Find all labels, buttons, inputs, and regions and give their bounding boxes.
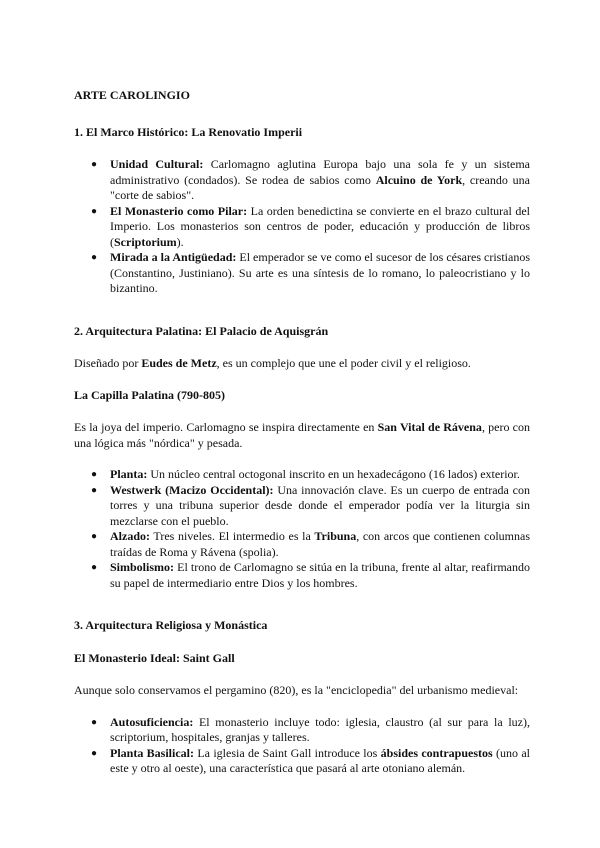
section-2-paragraph-2 (74, 420, 530, 451)
item-text: , creando una "corte de sabios". (110, 172, 530, 202)
para-text: Es la joya del imperio. Carlomagno se inspira directamente en (74, 420, 378, 434)
section-2-list (74, 467, 530, 591)
bullet-icon: ● (91, 205, 98, 217)
item-term: Mirada a la Antigüedad: (110, 250, 237, 264)
item-text: El emperador se ve como el sucesor de los césares cristianos (Constantino, Justiniano). Su arte es una síntesis de lo romano, lo paleocristiano y lo bizantino. (110, 250, 530, 295)
item-term: Simbolismo: (110, 560, 175, 574)
section-1-heading: 1. El Marco Histórico: La Renovatio Imperii (74, 124, 303, 139)
para-text: , pero con una lógica más "nórdica" y pesada. (74, 420, 530, 450)
item-text: El monasterio incluye todo: iglesia, claustro (al sur para la luz), scriptorium, hospitales, granjas y talleres. (110, 714, 530, 744)
para-bold: Eudes de Metz (141, 356, 217, 370)
list-item (91, 157, 530, 204)
item-text: (uno al este y otro al oeste), una característica que pasará al arte otoniano alemán. (110, 745, 530, 775)
bullet-icon: ● (91, 747, 98, 759)
item-text: Una innovación clave. Es un cuerpo de entrada con torres y una tribuna superior desde donde el emperador podía ver la liturgia sin mezclarse con el pueblo. (110, 482, 531, 528)
bullet-icon: ● (91, 484, 98, 496)
para-bold: San Vital de Rávena (377, 420, 482, 434)
section-2-heading: 2. Arquitectura Palatina: El Palacio de Aquisgrán (74, 323, 329, 338)
list-item (91, 714, 530, 746)
item-text: , con arcos que contienen columnas traídas de Roma y Rávena (spolia). (110, 529, 530, 559)
bullet-icon: ● (91, 159, 98, 170)
para-text: , es un complejo que une el poder civil y el religioso. (216, 356, 471, 370)
list-item (91, 560, 530, 591)
item-term: Westwerk (Macizo Occidental): (110, 482, 274, 497)
section-3-list (74, 715, 530, 777)
item-bold: Tribuna (314, 529, 357, 543)
item-text: La iglesia de Saint Gall introduce los (194, 745, 381, 760)
item-term: Planta Basilical: (110, 745, 195, 760)
list-item (91, 203, 530, 251)
item-bold: ábsides contrapuestos (380, 745, 493, 760)
section-1-list (74, 157, 530, 297)
item-text: Carlomagno aglutina Europa bajo una sola fe y un sistema administrativo (condados). Se rodea de sabios como (110, 157, 530, 187)
section-3-subheading: El Monasterio Ideal: Saint Gall (74, 650, 235, 665)
item-bold: Scriptorium (114, 234, 177, 249)
item-text: Un núcleo central octogonal inscrito en un hexadecágono (16 lados) exterior. (147, 467, 520, 481)
item-bold: Alcuino de York (375, 172, 463, 187)
bullet-icon: ● (91, 531, 98, 542)
document-body (74, 88, 530, 777)
bullet-icon: ● (91, 469, 98, 480)
item-term: Unidad Cultural: (110, 157, 204, 171)
item-text: ). (176, 234, 184, 249)
list-item (91, 529, 530, 560)
section-3-paragraph: Aunque solo conservamos el pergamino (820), es la "enciclopedia" del urbanismo medieval: (74, 683, 519, 697)
bullet-icon: ● (91, 252, 98, 263)
list-item (91, 250, 530, 297)
list-item (91, 467, 530, 483)
bullet-icon: ● (91, 716, 98, 728)
list-item (91, 482, 531, 530)
item-text: La orden benedictina se convierte en el brazo cultural del Imperio. Los monasterios son centros de poder, educación y producción de libros ( (110, 203, 530, 249)
document-title: ARTE CAROLINGIO (74, 88, 190, 102)
item-term: Autosuficiencia: (110, 714, 194, 729)
section-3-heading: 3. Arquitectura Religiosa y Monástica (74, 618, 268, 632)
para-text: Diseñado por (74, 356, 142, 370)
item-term: Alzado: (110, 529, 150, 543)
bullet-icon: ● (91, 562, 98, 573)
section-2-subheading: La Capilla Palatina (790-805) (74, 387, 226, 402)
item-term: El Monasterio como Pilar: (110, 203, 248, 218)
item-term: Planta: (110, 467, 148, 481)
list-item (91, 745, 530, 777)
section-2-paragraph (74, 356, 530, 372)
item-text: El trono de Carlomagno se sitúa en la tribuna, frente al altar, reafirmando su papel de intermediario entre Dios y los hombres. (110, 560, 530, 590)
item-text: Tres niveles. El intermedio es la (150, 529, 315, 543)
